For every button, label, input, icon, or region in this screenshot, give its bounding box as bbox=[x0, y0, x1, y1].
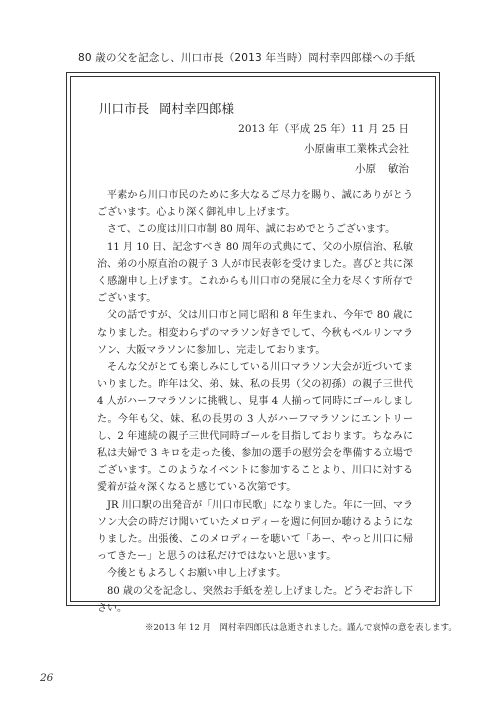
letter-paragraph: さて、この度は川口市制 80 周年、誠におめでとうございます。 bbox=[107, 224, 396, 236]
letter-paragraph: そんな父がとても楽しみにしている川口マラソン大会が近づいてまいりました。昨年は父、弟、妹、私の長男（父の初孫）の親子三世代 4 人がハーフマラソンに挑戦し、見事 4 人揃って同時にゴールしました。今年も父、妹、私の長男の 3 人がハーフマラソンにエントリーし、2 年連続の親子三世代同時ゴールを目指しております。ちなみに私は夫婦で 3 キロを走った後、参加の選手の慰労会を準備する立場でございます。このようなイベントに参加することより、川口に対する愛着が益々深くなると感じている次第です。 bbox=[97, 362, 413, 494]
letter-paragraph: 平素から川口市民のために多大なるご尽力を賜り、誠にありがとうございます。心より深く御礼申し上げます。 bbox=[97, 190, 413, 219]
addressee-role: 川口市長 bbox=[99, 101, 150, 116]
letter-date: 2013 年（平成 25 年）11 月 25 日 bbox=[238, 123, 409, 135]
letter-paragraph: 80 歳の父を記念し、突然お手紙を差し上げました。どうぞお許し下さい。 bbox=[97, 585, 413, 614]
addressee-name: 岡村幸四郎様 bbox=[159, 101, 235, 116]
letter-addressee bbox=[99, 99, 244, 117]
sender-company: 小原歯車工業株式会社 bbox=[304, 143, 409, 155]
letter-paragraph: JR 川口駅の出発音が「川口市民歌」になりました。年に一回、マラソン大会の時だけ聞いていたメロディーを週に何回か聴けるようになりました。出張後、このメロディーを聴いて「あー、やっと川口に帰ってきたー」と思うのは私だけではないと思います。 bbox=[97, 499, 413, 563]
page-number: 26 bbox=[40, 672, 54, 684]
letter-paragraph: 父の話ですが、父は川口市と同じ昭和 8 年生まれ、今年で 80 歳になりました。相変わらずのマラソン好きでして、今秋もベルリンマラソン、大阪マラソンに参加し、完走しております。 bbox=[97, 310, 413, 356]
letter-inner-frame bbox=[70, 76, 436, 614]
letter-body bbox=[97, 187, 413, 617]
letter-sender-block bbox=[238, 119, 409, 179]
sender-surname: 小原 bbox=[355, 163, 376, 175]
sender-name bbox=[238, 159, 409, 179]
letter-frame bbox=[66, 72, 440, 614]
letter-paragraph: 11 月 10 日、記念すべき 80 周年の式典にて、父の小原信治、私敏治、弟の小原直治の親子 3 人が市民表彰を受けました。喜びと共に深く感謝申し上げます。これからも川口市の発展に全力を尽くす所存でございます。 bbox=[97, 241, 413, 305]
footnote: ※2013 年 12 月 岡村幸四郎氏は急逝されました。謹んで哀悼の意を表します。 bbox=[145, 623, 457, 633]
letter-paragraph: 今後ともよろしくお願い申し上げます。 bbox=[107, 568, 287, 580]
page-header-title: 80 歳の父を記念し、川口市長（2013 年当時）岡村幸四郎様への手紙 bbox=[78, 52, 416, 64]
sender-given-name: 敏治 bbox=[388, 163, 409, 175]
